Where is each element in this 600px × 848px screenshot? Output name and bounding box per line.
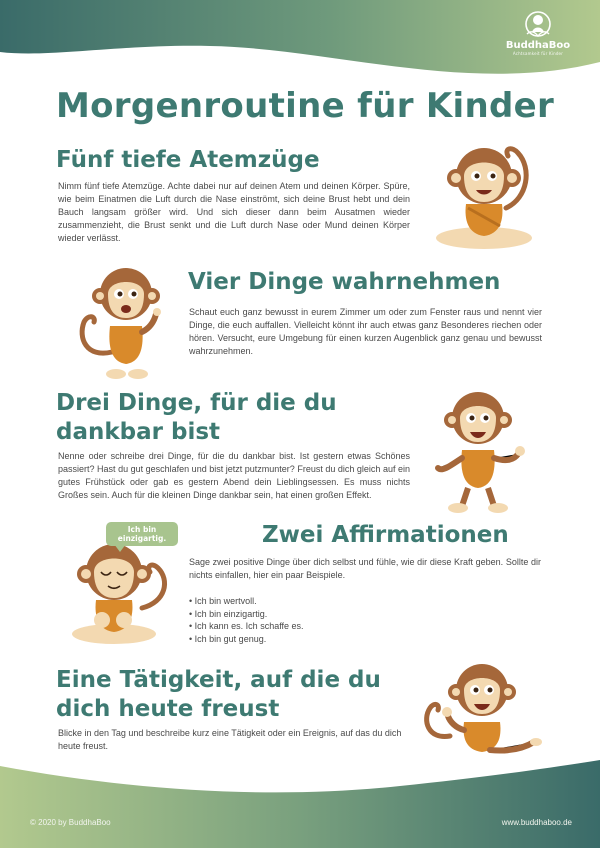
speech-bubble-line2: einzigartig. [117, 534, 167, 543]
buddhaboo-logo [502, 10, 574, 70]
meditating-monkey-illustration [428, 138, 540, 253]
section-2-text: Schaut euch ganz bewusst in eurem Zimmer um oder zum Fenster raus und nennt vier Dinge, die euch auffallen. Vielleicht könnt ihr auch etwas ganz Besonderes riechen oder hören. Versucht, eure Umgebung für einen kurzen Augenblick ganz genau und bewusst wahrzunehmen. [189, 307, 542, 356]
pointing-monkey-illustration [76, 262, 176, 384]
section-5-heading-line1: Eine Tätigkeit, auf die du [56, 667, 381, 693]
lotus-tree-icon [521, 10, 555, 40]
logo-tagline: Achtsamkeit für Kinder [512, 51, 564, 56]
section-4-text: Sage zwei positive Dinge über dich selbst und fühle, wie dir diese Kraft geben. Sollte dir nichts einfallen, hier ein paar Beispiele. [189, 557, 541, 580]
eyes-closed-monkey-illustration [58, 538, 176, 648]
list-item: • Ich bin wertvoll. [189, 595, 489, 608]
section-5-heading-line2: dich heute freust [56, 696, 280, 722]
affirmations-list [189, 595, 489, 645]
list-item: • Ich kann es. Ich schaffe es. [189, 620, 489, 633]
speech-bubble-tail [114, 544, 126, 552]
speech-bubble-line1: Ich bin [127, 525, 157, 534]
section-3-heading-line2: dankbar bist [56, 419, 221, 445]
thumbs-up-monkey-illustration [428, 388, 530, 514]
page-title: Morgenroutine für Kinder [56, 86, 555, 126]
thumbs-up-sitting-monkey-illustration [420, 660, 544, 768]
list-item: • Ich bin gut genug. [189, 633, 489, 646]
section-5-text: Blicke in den Tag und beschreibe kurz eine Tätigkeit oder ein Ereignis, auf das du dich heute freust. [58, 728, 402, 751]
section-1-text: Nimm fünf tiefe Atemzüge. Achte dabei nur auf deinen Atem und deinen Körper. Spüre, wie beim Einatmen die Luft durch die Nase einströmt, sich deine Brust hebt und dein Bauch langsam größer wird. Und sich dieser dann beim Ausatmen wieder zusammenzieht, die Brust senkt und die Luft durch Nase oder Mund deinen Körper wieder verlässt. [58, 181, 410, 243]
section-2-heading: Vier Dinge wahrnehmen [188, 269, 501, 295]
section-3-heading-line1: Drei Dinge, für die du [56, 390, 337, 416]
section-5-heading [56, 666, 381, 724]
logo-name: BuddhaBoo [505, 40, 571, 51]
section-3-heading [56, 389, 337, 447]
section-3-text: Nenne oder schreibe drei Dinge, für die du dankbar bist. Ist gestern etwas Schönes passiert? Hast du gut geschlafen und bist jetzt putzmunter? Freust du dich gleich auf ein gutes Frühstück oder gab es gestern Abend dein Lieblingsessen. Es muss nichts Großes sein. Auch für die kleinen Dinge dankbar sein, hat einen großen Effekt. [58, 451, 410, 500]
section-1-heading: Fünf tiefe Atemzüge [56, 147, 320, 173]
list-item: • Ich bin einzigartig. [189, 608, 489, 621]
speech-bubble [106, 522, 178, 546]
footer-website-link[interactable]: www.buddhaboo.de [501, 818, 572, 827]
footer-copyright: © 2020 by BuddhaBoo [30, 818, 111, 827]
section-4-heading: Zwei Affirmationen [262, 522, 509, 548]
